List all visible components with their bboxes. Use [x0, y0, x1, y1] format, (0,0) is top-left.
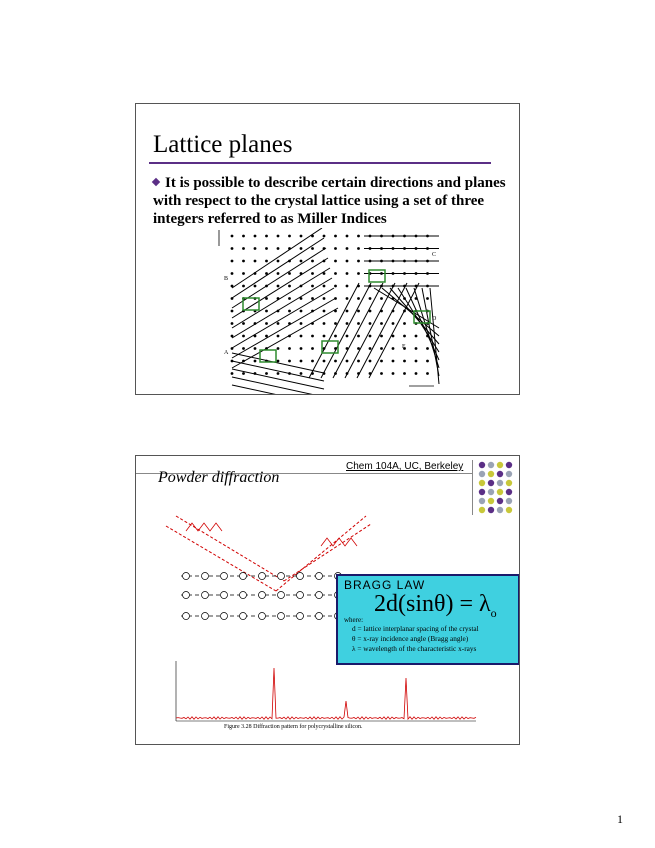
bragg-equation-main: 2d(sinθ) = λ: [374, 591, 491, 617]
lattice-dot: [311, 285, 314, 288]
lattice-dot: [392, 372, 395, 375]
lattice-dot: [323, 335, 326, 338]
lattice-dot: [334, 260, 337, 263]
lattice-dot: [380, 372, 383, 375]
lattice-planes-figure: [214, 228, 444, 394]
deco-dot: [488, 471, 494, 477]
deco-dot: [497, 489, 503, 495]
lattice-dot: [242, 335, 245, 338]
lattice-dot: [300, 322, 303, 325]
lattice-dot: [369, 360, 372, 363]
deco-dot: [488, 462, 494, 468]
lattice-dot: [334, 335, 337, 338]
plane-line-e: [321, 283, 371, 378]
lattice-dot: [334, 247, 337, 250]
lattice-dot: [242, 285, 245, 288]
lattice-dot: [254, 247, 257, 250]
bragg-def-theta: θ = x-ray incidence angle (Bragg angle): [352, 634, 469, 643]
lattice-dot: [323, 322, 326, 325]
lattice-dot: [288, 285, 291, 288]
deco-dot: [506, 489, 512, 495]
lattice-dot: [288, 310, 291, 313]
lattice-dot: [254, 235, 257, 238]
lattice-dot: [334, 322, 337, 325]
lattice-dot: [242, 347, 245, 350]
plane-line-a: [232, 353, 324, 373]
lattice-dot: [300, 335, 303, 338]
lattice-dot: [357, 360, 360, 363]
deco-dot: [506, 507, 512, 513]
lattice-dot: [288, 272, 291, 275]
deco-dot: [506, 471, 512, 477]
lattice-dot: [277, 260, 280, 263]
atom: [278, 573, 285, 580]
lattice-dot: [323, 360, 326, 363]
lattice-dot: [311, 260, 314, 263]
bullet-label: It is possible to describe certain directions and planes with respect to the crystal lattice using a set of three integers referred to as Miller Indices: [153, 175, 506, 227]
lattice-dot: [277, 285, 280, 288]
plane-line-d: [422, 288, 439, 376]
diffracted-ray-2: [284, 524, 371, 581]
lattice-dot: [323, 310, 326, 313]
bragg-equation: [374, 590, 497, 627]
lattice-dot: [254, 285, 257, 288]
lattice-dot: [334, 360, 337, 363]
lattice-dot: [426, 372, 429, 375]
bragg-definitions: [352, 624, 479, 654]
lattice-dot: [254, 260, 257, 263]
lattice-dot: [380, 297, 383, 300]
lattice-dot: [311, 360, 314, 363]
lattice-dot: [369, 322, 372, 325]
deco-dot: [506, 498, 512, 504]
bragg-heading: BRAGG LAW: [344, 578, 426, 592]
atom: [240, 573, 247, 580]
deco-dot: [479, 480, 485, 486]
lattice-dot: [357, 260, 360, 263]
lattice-dot: [334, 285, 337, 288]
label-b: B: [224, 276, 229, 282]
lattice-dot: [231, 272, 234, 275]
lattice-dot: [288, 235, 291, 238]
lattice-dot: [369, 335, 372, 338]
lattice-dot: [334, 235, 337, 238]
cell-a: [260, 350, 276, 362]
atom: [278, 592, 285, 599]
lattice-dot: [392, 360, 395, 363]
deco-dot: [488, 498, 494, 504]
label-e: E: [402, 344, 406, 350]
plane-line-a: [232, 361, 324, 381]
lattice-dot: [323, 297, 326, 300]
atom: [278, 613, 285, 620]
deco-dot: [497, 480, 503, 486]
atom: [183, 592, 190, 599]
lattice-dot: [369, 297, 372, 300]
lattice-dot: [403, 335, 406, 338]
lattice-dot: [300, 372, 303, 375]
deco-dot: [479, 489, 485, 495]
lattice-dot: [415, 335, 418, 338]
lattice-dot: [415, 347, 418, 350]
deco-dot: [479, 462, 485, 468]
atom: [202, 613, 209, 620]
deco-dot: [488, 489, 494, 495]
atom: [297, 613, 304, 620]
lattice-dot: [415, 372, 418, 375]
lattice-dot: [426, 360, 429, 363]
atom: [259, 613, 266, 620]
lattice-dot: [300, 360, 303, 363]
lattice-dot: [392, 347, 395, 350]
plane-line-e: [309, 283, 359, 378]
bragg-law-box: [336, 574, 520, 665]
page-number: 1: [617, 812, 623, 826]
deco-dot: [497, 507, 503, 513]
lattice-dot: [242, 260, 245, 263]
slide-title: Lattice planes: [153, 131, 293, 158]
lattice-dot: [265, 322, 268, 325]
bullet-text: [153, 174, 513, 228]
atom: [183, 573, 190, 580]
lattice-dot: [242, 322, 245, 325]
atom: [221, 613, 228, 620]
lattice-dot: [242, 372, 245, 375]
lattice-dot: [277, 322, 280, 325]
lattice-dot: [288, 297, 291, 300]
lattice-dot: [369, 347, 372, 350]
lattice-dot: [300, 310, 303, 313]
lattice-dot: [265, 260, 268, 263]
lattice-dot: [346, 335, 349, 338]
label-a: A: [224, 350, 229, 356]
slide-lattice-planes: [135, 103, 520, 395]
lattice-dot: [346, 235, 349, 238]
incident-wave: [186, 523, 222, 531]
label-d: D: [432, 316, 437, 322]
atom: [297, 573, 304, 580]
deco-dot: [506, 480, 512, 486]
slide-powder-diffraction: [135, 455, 520, 745]
deco-dot: [497, 498, 503, 504]
atom: [259, 592, 266, 599]
atom: [202, 573, 209, 580]
lattice-dot: [346, 247, 349, 250]
lattice-dot: [311, 272, 314, 275]
atom: [240, 613, 247, 620]
slide-title: Powder diffraction: [158, 469, 280, 486]
lattice-dot: [357, 235, 360, 238]
lattice-dot: [426, 347, 429, 350]
lattice-dot: [380, 360, 383, 363]
bragg-def-lambda: λ = wavelength of the characteristic x-rays: [352, 644, 477, 653]
lattice-dot: [346, 322, 349, 325]
lattice-dot: [277, 235, 280, 238]
lattice-dot: [231, 322, 234, 325]
lattice-dot: [357, 247, 360, 250]
lattice-dot: [265, 372, 268, 375]
lattice-dot: [334, 272, 337, 275]
title-rule: [149, 162, 491, 164]
slide-credit: Chem 104A, UC, Berkeley: [346, 461, 464, 472]
deco-dot: [506, 462, 512, 468]
atom: [183, 613, 190, 620]
lattice-dot: [265, 310, 268, 313]
lattice-dot: [403, 372, 406, 375]
lattice-dot: [380, 322, 383, 325]
lattice-dot: [231, 247, 234, 250]
lattice-dot: [346, 260, 349, 263]
lattice-dot: [323, 285, 326, 288]
lattice-dot: [300, 235, 303, 238]
deco-dot: [497, 462, 503, 468]
lattice-dot: [357, 322, 360, 325]
deco-dot: [497, 471, 503, 477]
plane-line-e: [369, 283, 419, 378]
lattice-dot: [311, 335, 314, 338]
lattice-dot: [254, 347, 257, 350]
lattice-dot: [231, 235, 234, 238]
lattice-dot: [300, 347, 303, 350]
lattice-dot: [311, 247, 314, 250]
lattice-dot: [300, 247, 303, 250]
bragg-where: where:: [344, 616, 364, 624]
lattice-dot: [403, 360, 406, 363]
incident-ray-1: [166, 526, 276, 591]
atom: [221, 573, 228, 580]
lattice-dot: [380, 347, 383, 350]
atom: [316, 613, 323, 620]
lattice-dot: [311, 297, 314, 300]
lattice-dot: [346, 360, 349, 363]
lattice-dot: [231, 310, 234, 313]
plane-line-a: [232, 369, 324, 389]
atom: [221, 592, 228, 599]
lattice-dot: [277, 335, 280, 338]
incident-ray-2: [176, 516, 284, 581]
atom: [240, 592, 247, 599]
label-c: C: [432, 252, 437, 258]
lattice-dot: [231, 260, 234, 263]
lattice-dot: [346, 310, 349, 313]
lattice-dot: [346, 297, 349, 300]
lattice-dot: [242, 272, 245, 275]
lattice-dot: [346, 272, 349, 275]
atom: [297, 592, 304, 599]
bragg-def-d: d = lattice interplanar spacing of the crystal: [352, 624, 479, 633]
deco-dot: [479, 498, 485, 504]
lattice-dot: [242, 247, 245, 250]
lattice-dot: [392, 322, 395, 325]
cell-c: [369, 270, 385, 282]
lattice-dot: [311, 347, 314, 350]
atom: [316, 573, 323, 580]
lattice-dot: [265, 235, 268, 238]
atom: [259, 573, 266, 580]
atom: [202, 592, 209, 599]
lattice-dot: [357, 272, 360, 275]
lattice-dot: [277, 347, 280, 350]
lattice-dot: [254, 360, 257, 363]
diffraction-spectrum: [176, 661, 476, 721]
atom-rows: [181, 573, 342, 620]
bullet-diamond-icon: [152, 178, 160, 186]
figure-caption: Figure 3.28 Diffraction pattern for polycrystalline silicon.: [224, 724, 363, 730]
deco-dot: [479, 471, 485, 477]
lattice-dot: [357, 335, 360, 338]
atom: [316, 592, 323, 599]
lattice-dot: [323, 235, 326, 238]
lattice-dot: [357, 297, 360, 300]
lattice-dot: [231, 372, 234, 375]
lattice-dot: [426, 297, 429, 300]
lattice-dot: [346, 285, 349, 288]
lattice-dot: [242, 235, 245, 238]
lattice-dot: [380, 335, 383, 338]
lattice-dot: [277, 360, 280, 363]
lattice-dot: [277, 272, 280, 275]
lattice-dot: [357, 310, 360, 313]
lattice-dot: [288, 360, 291, 363]
lattice-dot: [415, 360, 418, 363]
lattice-dot: [403, 322, 406, 325]
lattice-dot: [300, 260, 303, 263]
lattice-dot: [277, 372, 280, 375]
lattice-dot: [288, 347, 291, 350]
bragg-equation-sub: o: [490, 605, 497, 620]
lattice-dot: [277, 247, 280, 250]
lattice-dot: [265, 247, 268, 250]
deco-dot: [488, 480, 494, 486]
